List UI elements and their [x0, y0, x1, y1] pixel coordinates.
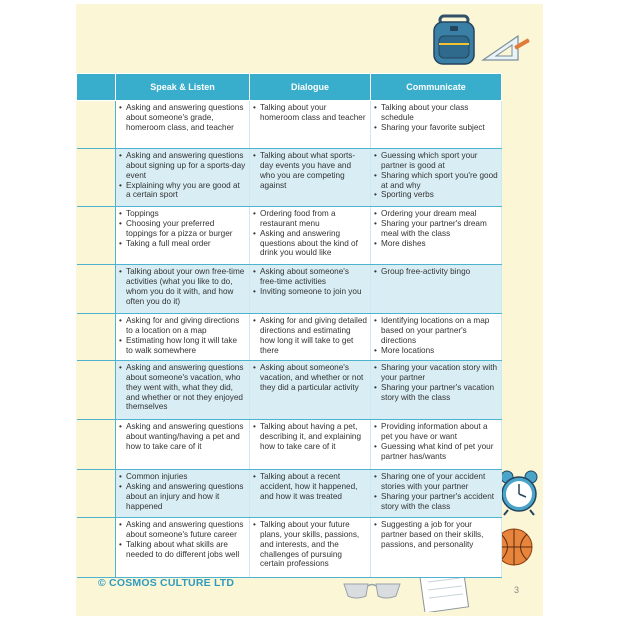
list-item: • Providing information about a pet you have or want	[374, 422, 498, 442]
communicate-list	[374, 520, 498, 550]
curriculum-table	[76, 73, 502, 578]
dialogue-list	[253, 151, 367, 190]
list-item: • Asking and answering questions about someone's grade, homeroom class, and teacher	[119, 103, 246, 133]
list-item: • Guessing what kind of pet your partner has/wants	[374, 442, 498, 462]
row-lead-cell	[77, 149, 116, 207]
communicate-cell	[371, 314, 502, 361]
row-lead-cell	[77, 420, 116, 470]
communicate-list	[374, 316, 498, 355]
speak-cell	[116, 149, 250, 207]
list-item: • Sporting verbs	[374, 190, 498, 200]
list-item: • Talking about what skills are needed to do different jobs well	[119, 540, 246, 560]
speak-list	[119, 422, 246, 452]
communicate-list	[374, 472, 498, 511]
table-row	[77, 265, 502, 314]
row-lead-cell	[77, 361, 116, 420]
dialogue-cell	[250, 265, 371, 314]
communicate-cell	[371, 420, 502, 470]
table-row	[77, 314, 502, 361]
list-item: • Sharing one of your accident stories with your partner	[374, 472, 498, 492]
speak-list	[119, 103, 246, 133]
header-blank-cell	[77, 74, 116, 101]
list-item: • Talking about your homeroom class and teacher	[253, 103, 367, 123]
row-lead-cell	[77, 265, 116, 314]
list-item: • Talking about having a pet, describing it, and explaining how to take care of it	[253, 422, 367, 452]
list-item: • Inviting someone to join you	[253, 287, 367, 297]
speak-list	[119, 209, 246, 248]
list-item: • Sharing your partner's vacation story with the class	[374, 383, 498, 403]
list-item: • Talking about a recent accident, how it happened, and how it was treated	[253, 472, 367, 502]
speak-cell	[116, 314, 250, 361]
speak-list	[119, 363, 246, 412]
list-item: • Asking and answering questions about someone's future career	[119, 520, 246, 540]
list-item: • Guessing which sport your partner is good at	[374, 151, 498, 171]
list-item: • Asking and answering questions about someone's vacation, who they went with, what they did, and whether or not they enjoyed themselves	[119, 363, 246, 412]
list-item: • More dishes	[374, 239, 498, 249]
dialogue-cell	[250, 101, 371, 149]
dialogue-list	[253, 103, 367, 123]
header-speak-listen: Speak & Listen	[116, 74, 250, 101]
speak-cell	[116, 101, 250, 149]
row-lead-cell	[77, 518, 116, 578]
page-number: 3	[514, 585, 520, 595]
dialogue-list	[253, 472, 367, 502]
table-row	[77, 470, 502, 518]
list-item: • Taking a full meal order	[119, 239, 246, 249]
dialogue-list	[253, 363, 367, 393]
speak-cell	[116, 207, 250, 265]
copyright-text: © COSMOS CULTURE LTD	[98, 577, 235, 589]
dialogue-cell	[250, 207, 371, 265]
list-item: • Talking about your class schedule	[374, 103, 498, 123]
table-row	[77, 149, 502, 207]
speak-list	[119, 472, 246, 511]
dialogue-cell	[250, 420, 371, 470]
list-item: • Ordering food from a restaurant menu	[253, 209, 367, 229]
list-item: • Asking about someone's vacation, and whether or not they did a particular activity	[253, 363, 367, 393]
list-item: • Asking and answering questions about an injury and how it happened	[119, 482, 246, 512]
communicate-cell	[371, 470, 502, 518]
list-item: • Talking about your future plans, your skills, passions, and interests, and the challenges of pursuing certain professions	[253, 520, 367, 569]
list-item: • Toppings	[119, 209, 246, 219]
dialogue-list	[253, 267, 367, 297]
communicate-list	[374, 267, 498, 277]
dialogue-cell	[250, 361, 371, 420]
table-header-row	[77, 74, 502, 101]
list-item: • Asking for and giving directions to a location on a map	[119, 316, 246, 336]
list-item: • Sharing your vacation story with your partner	[374, 363, 498, 383]
table-row	[77, 518, 502, 578]
list-item: • Asking and answering questions about wanting/having a pet and how to take care of it	[119, 422, 246, 452]
sunglasses-icon	[340, 578, 404, 602]
communicate-list	[374, 422, 498, 461]
list-item: • Talking about what sports-day events you have and who you are competing against	[253, 151, 367, 190]
speak-cell	[116, 265, 250, 314]
speak-list	[119, 151, 246, 200]
row-lead-cell	[77, 470, 116, 518]
list-item: • Ordering your dream meal	[374, 209, 498, 219]
communicate-list	[374, 151, 498, 200]
speak-cell	[116, 470, 250, 518]
header-communicate: Communicate	[371, 74, 502, 101]
dialogue-cell	[250, 314, 371, 361]
dialogue-list	[253, 520, 367, 569]
speak-cell	[116, 361, 250, 420]
backpack-icon	[430, 14, 478, 66]
list-item: • Sharing your favorite subject	[374, 123, 498, 133]
list-item: • Estimating how long it will take to walk somewhere	[119, 336, 246, 356]
header-dialogue: Dialogue	[250, 74, 371, 101]
communicate-cell	[371, 207, 502, 265]
row-lead-cell	[77, 101, 116, 149]
communicate-cell	[371, 149, 502, 207]
communicate-cell	[371, 101, 502, 149]
dialogue-cell	[250, 470, 371, 518]
dialogue-cell	[250, 518, 371, 578]
list-item: • Explaining why you are good at a certain sport	[119, 181, 246, 201]
list-item: • Choosing your preferred toppings for a pizza or burger	[119, 219, 246, 239]
list-item: • Sharing which sport you're good at and why	[374, 171, 498, 191]
list-item: • Common injuries	[119, 472, 246, 482]
communicate-list	[374, 363, 498, 402]
speak-cell	[116, 518, 250, 578]
table-row	[77, 207, 502, 265]
table-body	[77, 101, 502, 578]
speak-list	[119, 520, 246, 559]
list-item: • Asking and answering questions about the kind of drink you would like	[253, 229, 367, 259]
list-item: • Sharing your partner's accident story with the class	[374, 492, 498, 512]
communicate-cell	[371, 265, 502, 314]
communicate-list	[374, 103, 498, 133]
communicate-cell	[371, 361, 502, 420]
list-item: • Asking and answering questions about signing up for a sports-day event	[119, 151, 246, 181]
communicate-list	[374, 209, 498, 248]
table-row	[77, 420, 502, 470]
speak-cell	[116, 420, 250, 470]
list-item: • Group free-activity bingo	[374, 267, 498, 277]
speak-list	[119, 316, 246, 355]
alarm-clock-icon	[498, 468, 540, 516]
table-row	[77, 101, 502, 149]
table-row	[77, 361, 502, 420]
list-item: • More locations	[374, 346, 498, 356]
ruler-icon	[480, 32, 532, 64]
row-lead-cell	[77, 207, 116, 265]
dialogue-list	[253, 316, 367, 355]
list-item: • Identifying locations on a map based on your partner's directions	[374, 316, 498, 346]
row-lead-cell	[77, 314, 116, 361]
communicate-cell	[371, 518, 502, 578]
list-item: • Asking about someone's free-time activities	[253, 267, 367, 287]
list-item: • Asking for and giving detailed directions and estimating how long it will take to get there	[253, 316, 367, 355]
speak-list	[119, 267, 246, 306]
list-item: • Suggesting a job for your partner based on their skills, passions, and personality	[374, 520, 498, 550]
dialogue-cell	[250, 149, 371, 207]
dialogue-list	[253, 209, 367, 258]
list-item: • Sharing your partner's dream meal with the class	[374, 219, 498, 239]
dialogue-list	[253, 422, 367, 452]
list-item: • Talking about your own free-time activities (what you like to do, whom you do it with, and how often you do it)	[119, 267, 246, 306]
